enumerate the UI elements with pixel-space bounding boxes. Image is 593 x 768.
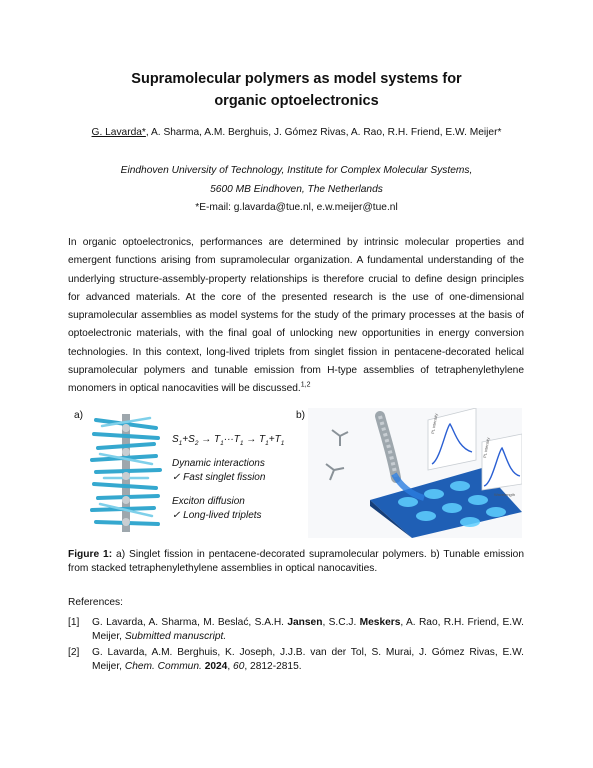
affiliation-line-1: Eindhoven University of Technology, Institute for Complex Molecular Systems, xyxy=(120,165,473,176)
caption-label: Figure 1: xyxy=(68,549,113,560)
reference-1: [1] G. Lavarda, A. Sharma, M. Beslać, S.A.H. Jansen, S.C.J. Meskers, A. Rao, R.H. Friend, E.W. Meijer, Submitted manuscript. xyxy=(68,617,524,642)
references-heading: References: xyxy=(68,597,123,608)
figure-panel-b xyxy=(308,408,522,538)
caption-text: a) Singlet fission in pentacene-decorated supramolecular polymers. b) Tunable emission from stacked tetraphenylethylene assemblies in optical nanocavities. xyxy=(68,549,524,574)
affiliation xyxy=(0,162,593,218)
presenting-author: G. Lavarda* xyxy=(91,127,146,138)
long-lived-triplets-label: ✓ Long-lived triplets xyxy=(172,510,262,521)
abstract-text: In organic optoelectronics, performances are determined by intrinsic molecular properties and emergent functions arising from supramolecular organization. A fundamental understanding of the underlying structure-assembly-property relationships is therefore crucial to define design principles for advanced materials. At the core of the presented research is the use of one-dimensional supramolecular assemblies as model systems for the study of the primary processes at the basis of optoelectronic materials, with the final goal of unlocking new opportunities in energy conversion technologies. In this context, long-lived triplets from singlet fission in pentacene-decorated helical supramolecular polymers and tunable emission from H-type assemblies of tetraphenylethylene monomers in optical nanocavities will be discussed. xyxy=(68,237,524,395)
author-list xyxy=(0,126,593,140)
email-line: *E-mail: g.lavarda@tue.nl, e.w.meijer@tue.nl xyxy=(195,202,398,213)
exciton-diffusion-label: Exciton diffusion xyxy=(172,496,245,507)
affiliation-line-2: 5600 MB Eindhoven, The Netherlands xyxy=(210,183,383,195)
reference-2: [2] G. Lavarda, A.M. Berghuis, K. Joseph, J.J.B. van der Tol, S. Murai, J. Gómez Rivas, E.W. Meijer, Chem. Commun. 2024, 60, 2812-2815. xyxy=(68,647,524,672)
paper-title xyxy=(0,68,593,112)
reference-2-number: [2] xyxy=(68,647,80,658)
supramolecular-helix-illustration xyxy=(86,408,166,536)
figure-caption xyxy=(68,548,524,576)
abstract xyxy=(68,234,524,399)
fast-singlet-fission-label: ✓ Fast singlet fission xyxy=(172,472,266,483)
title-line-1: Supramolecular polymers as model systems for xyxy=(131,71,462,87)
reference-1-number: [1] xyxy=(68,617,80,628)
title-line-2: organic optoelectronics xyxy=(214,93,379,109)
panel-b-axis-x: Wavelength xyxy=(494,492,515,497)
panel-b-axis-right: PL intensity xyxy=(482,437,491,459)
panel-b-label: b) xyxy=(296,410,306,421)
co-authors: , A. Sharma, A.M. Berghuis, J. Gómez Rivas, A. Rao, R.H. Friend, E.W. Meijer* xyxy=(145,127,502,138)
abstract-citation: 1,2 xyxy=(300,381,311,389)
panel-b-axis-left: PL intensity xyxy=(430,413,439,435)
figure-panel-a xyxy=(86,408,296,538)
panel-a-label: a) xyxy=(74,410,84,421)
nanocavity-illustration xyxy=(308,408,522,538)
singlet-fission-equation: $S_1+S_2 \to T_1\cdot\cdot\cdot T_1 \to T_1+T_1$ xyxy=(172,434,285,447)
dynamic-interactions-label: Dynamic interactions xyxy=(172,458,265,469)
